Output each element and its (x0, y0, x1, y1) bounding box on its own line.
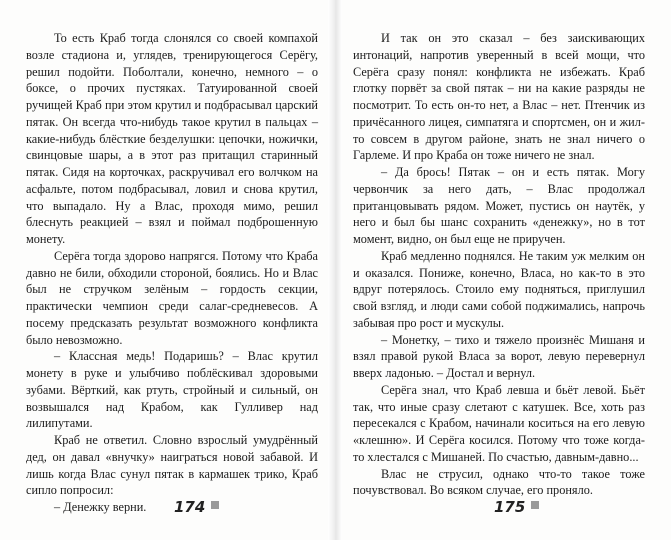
left-paragraph-4: Краб не ответил. Словно взрослый умудрённый дед, он давал «внучку» наиграться новой забавой. И лишь когда Влас сунул пятак в кармашек трико, Краб сипло попросил: (26, 433, 318, 498)
folio-square-icon (211, 501, 219, 509)
left-paragraph-2: Серёга тогда здорово напрягся. Потому что Краба давно не били, обходили стороной, боялись. Но и Влас был не стручком зелёным – гордость секции, практически чемпион среди салаг-средневесов. А посему предсказать результат возможного конфликта было невозможно. (26, 248, 318, 347)
page-number-right-text: 175 (494, 498, 526, 516)
right-paragraph-5: Серёга знал, что Краб левша и бьёт левой. Бьёт так, что иные сразу слетают с катушек. Все, хоть раз пересекался с Крабом, начинали коситься на его левую «клешню». И Серёга косился. Потому что тоже когда-то хлестался с Мишаней. По счастью, давным-давно... (353, 382, 645, 464)
book-gutter (328, 0, 342, 540)
page-number-left (174, 498, 219, 516)
folio-square-icon (531, 501, 539, 509)
right-page (353, 30, 645, 499)
left-page (26, 30, 318, 516)
right-paragraph-4: – Монетку, – тихо и тяжело произнёс Мишаня и взял правой рукой Власа за ворот, левую перевернул вверх ладонью. – Достал и вернул. (353, 332, 645, 380)
right-paragraph-3: Краб медленно поднялся. Не таким уж мелким он и оказался. Пониже, конечно, Власа, но как-то в это вдруг потерялось. Стоило ему подняться, приглушил свой взгляд, и люди сами собой поджимались, напрочь забывая про рост и мускулы. (353, 248, 645, 330)
left-paragraph-3: – Классная медь! Подаришь? – Влас крутил монету в руке и улыбчиво поблёскивал здоровыми зубами. Вёрткий, как ртуть, стройный и сильный, он возвышался над Крабом, как Гулливер над лилипутами. (26, 349, 318, 431)
right-paragraph-2: – Да брось! Пятак – он и есть пятак. Могу червончик за него дать, – Влас продолжал пританцовывать рядом. Может, пустись он наутёк, у него и был бы шанс сохранить «денежку», но в тот момент, видно, он был еще не приручен. (353, 165, 645, 246)
right-paragraph-1: И так он это сказал – без заискивающих интонаций, напротив уверенный в всей мощи, что Серёга сразу понял: конфликта не избежать. Краб глотку порвёт за свой пятак – ни на какие разряды не посмотрит. То есть он-то нет, а Влас – нет. Птенчик из причёсанного лицея, симпатяга и спортсмен, он и жил-то совсем в другом районе, знать не знал ничего о Гарлеме. И про Краба он тоже ничего не знал. (353, 31, 645, 163)
page-number-left-text: 174 (174, 498, 206, 516)
left-paragraph-1: То есть Краб тогда слонялся со своей компахой возле стадиона и, углядев, тренирующегося Серёгу, решил подойти. Поболтали, конечно, немного – о боксе, о прочих пустяках. Татуированной своей ручищей Краб при этом крутил и подбрасывал царский пятак. Он всегда что-нибудь такое крутил в пальцах – какие-нибудь блёсткие безделушки: цепочки, ножички, свинцовые шары, а в этот раз притащил старинный пятак. Сидя на корточках, раскручивал его волчком на асфальте, потом подбрасывал, ловил и снова крутил, что выпадало. Ну а Влас, проходя мимо, решил блеснуть реакцией – взял и поймал подброшенную монету. (26, 31, 318, 246)
page-number-right (494, 498, 539, 516)
right-paragraph-6: Влас не струсил, однако что-то такое тоже почувствовал. Во всяком случае, его проняло. (353, 466, 645, 498)
left-paragraph-5: – Денежку верни. (54, 500, 147, 514)
